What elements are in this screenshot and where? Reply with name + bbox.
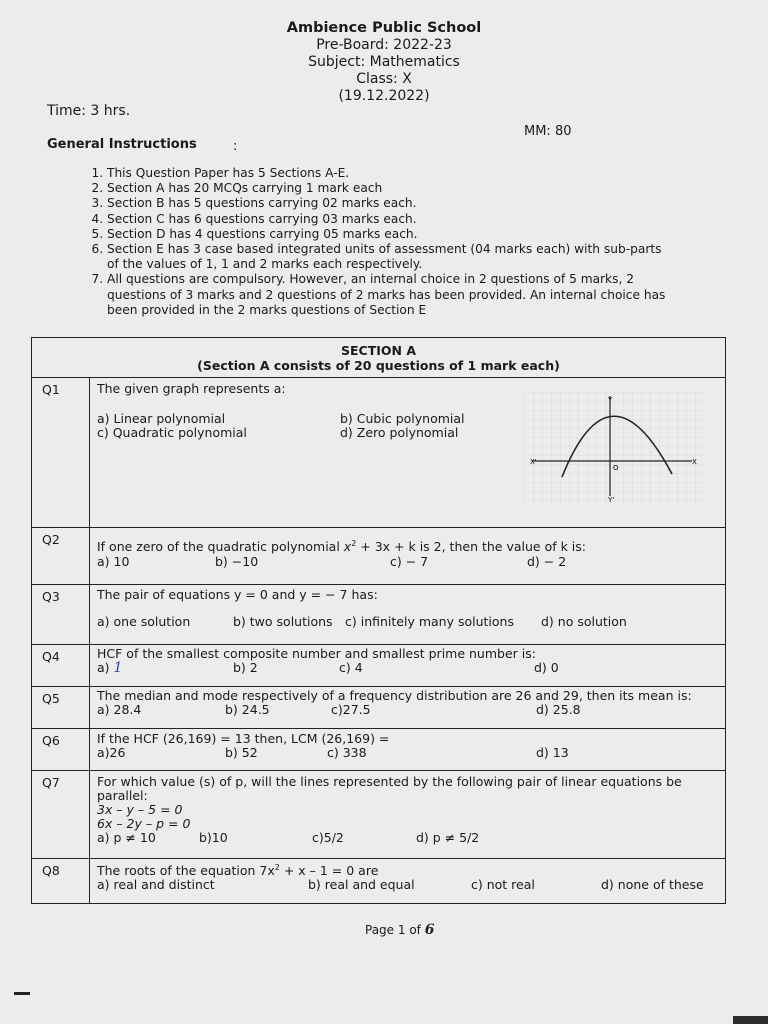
x-prime-label: X' [530, 458, 537, 466]
instruction-item: 2. Section A has 20 MCQs carrying 1 mark each [107, 181, 667, 196]
question-number: Q5 [32, 687, 90, 729]
section-title: SECTION A [340, 343, 416, 358]
instruction-item: 7. All questions are compulsory. However, an internal choice in 2 questions of 5 marks, 2 questions of 3 marks and 2 questions of 2 marks has been provided. An internal choice has been provided in the 2 marks questions of Section E [107, 272, 667, 318]
question-row [32, 528, 726, 585]
instruction-item: 6. Section E has 3 case based integrated units of assessment (04 marks each) with sub-parts of the values of 1, 1 and 2 marks each respectively. [107, 242, 667, 272]
colon: : [233, 139, 238, 154]
equation-1: 3x – y – 5 = 0 [97, 802, 183, 817]
option-a: a) real and distinct [97, 877, 215, 893]
max-marks: MM: 80 [524, 124, 572, 139]
question-number: Q3 [32, 585, 90, 645]
graph-grid [524, 392, 704, 504]
question-body [90, 687, 726, 729]
section-header-row [32, 338, 726, 378]
equation-2: 6x – 2y – p = 0 [97, 816, 191, 831]
option-a: a) one solution [97, 614, 191, 629]
option-c: c) 338 [327, 745, 367, 760]
option-d: d) Zero polynomial [340, 425, 459, 440]
question-text: If one zero of the quadratic polynomial $x^2 + 3x + k$ is 2, then the value of k is: [97, 539, 587, 555]
general-instructions-title: General Instructions [47, 137, 197, 152]
question-text: The median and mode respectively of a frequency distribution are 26 and 29, then its mean is: [97, 688, 692, 703]
section-header [32, 338, 726, 378]
question-body [90, 771, 726, 859]
option-c: c) − 7 [390, 554, 429, 570]
x-label: X [692, 458, 697, 466]
instruction-item: 5. Section D has 4 questions carrying 05 marks each. [107, 227, 667, 242]
option-a: a) Linear polynomial [97, 411, 226, 426]
option-a: a) 1 [97, 660, 123, 676]
option-d: d) − 2 [527, 554, 567, 570]
question-row [32, 771, 726, 859]
instructions-list [77, 166, 667, 318]
school-name: Ambience Public School [286, 20, 482, 36]
option-c: c)27.5 [331, 702, 371, 717]
instruction-item: 3. Section B has 5 questions carrying 02 marks each. [107, 196, 667, 211]
option-b: b) two solutions [233, 614, 333, 629]
question-number: Q6 [32, 729, 90, 771]
option-d: d) 25.8 [536, 702, 581, 717]
exam-date: (19.12.2022) [338, 88, 430, 104]
option-a: a) 10 [97, 554, 130, 570]
question-body [90, 585, 726, 645]
question-body [90, 528, 726, 585]
question-row [32, 378, 726, 528]
option-d: d) no solution [541, 614, 627, 629]
option-a: a) 28.4 [97, 702, 142, 717]
option-a: a)26 [97, 745, 126, 760]
question-body [90, 729, 726, 771]
question-text: If the HCF (26,169) = 13 then, LCM (26,169) = [97, 731, 390, 746]
option-b: b) 2 [233, 660, 258, 675]
option-d: d) none of these [601, 877, 704, 893]
scan-edge [733, 1016, 768, 1024]
parabola-graph [524, 392, 704, 504]
question-row [32, 729, 726, 771]
option-b: b) Cubic polynomial [340, 411, 465, 426]
instruction-item: 4. Section C has 6 questions carrying 03 marks each. [107, 212, 667, 227]
time-allowed: Time: 3 hrs. [47, 103, 131, 119]
question-row [32, 687, 726, 729]
exam-header [0, 20, 768, 105]
option-b: b) real and equal [308, 877, 415, 893]
class-line: Class: X [356, 71, 412, 87]
question-text: The given graph represents a: [97, 381, 286, 396]
page-footer: Page 1 of 6 [365, 922, 435, 938]
question-row [32, 859, 726, 904]
question-text: The pair of equations y = 0 and y = − 7 has: [97, 587, 378, 602]
question-number: Q2 [32, 528, 90, 585]
exam-name: Pre-Board: 2022-23 [316, 37, 452, 53]
handwritten-answer: 1 [113, 660, 123, 676]
subject-line: Subject: Mathematics [308, 54, 460, 70]
option-b: b) 24.5 [225, 702, 270, 717]
option-c: c) not real [471, 877, 535, 893]
option-d: d) 13 [536, 745, 569, 760]
section-subtitle: (Section A consists of 20 questions of 1 mark each) [197, 358, 560, 373]
option-d: d) 0 [534, 660, 559, 675]
option-b: b) −10 [215, 554, 259, 570]
question-number: Q8 [32, 859, 90, 904]
question-body [90, 378, 726, 528]
option-d: d) p ≠ 5/2 [416, 830, 480, 845]
question-text: HCF of the smallest composite number and smallest prime number is: [97, 646, 536, 661]
question-text: The roots of the equation $7x^2 + x - 1 = 0$ are [97, 863, 379, 879]
option-c: c) Quadratic polynomial [97, 425, 247, 440]
option-b: b)10 [199, 830, 228, 845]
option-c: c)5/2 [312, 830, 344, 845]
page-number: 1 [397, 923, 406, 937]
y-prime-label: Y' [608, 496, 615, 504]
total-pages: 6 [424, 922, 435, 938]
question-table [31, 337, 726, 904]
instruction-item: 1. This Question Paper has 5 Sections A-E. [107, 166, 667, 181]
question-row [32, 585, 726, 645]
question-body [90, 645, 726, 687]
question-number: Q4 [32, 645, 90, 687]
option-c: c) 4 [339, 660, 363, 675]
question-body [90, 859, 726, 904]
question-number: Q7 [32, 771, 90, 859]
option-b: b) 52 [225, 745, 258, 760]
y-label: Y [608, 396, 613, 404]
question-row [32, 645, 726, 687]
option-c: c) infinitely many solutions [345, 614, 514, 629]
question-number: Q1 [32, 378, 90, 528]
question-text: For which value (s) of p, will the lines represented by the following pair of linear equations be parallel: [97, 774, 682, 803]
option-a: a) p ≠ 10 [97, 830, 156, 845]
origin-label: O [613, 464, 619, 472]
scan-mark [14, 992, 30, 995]
